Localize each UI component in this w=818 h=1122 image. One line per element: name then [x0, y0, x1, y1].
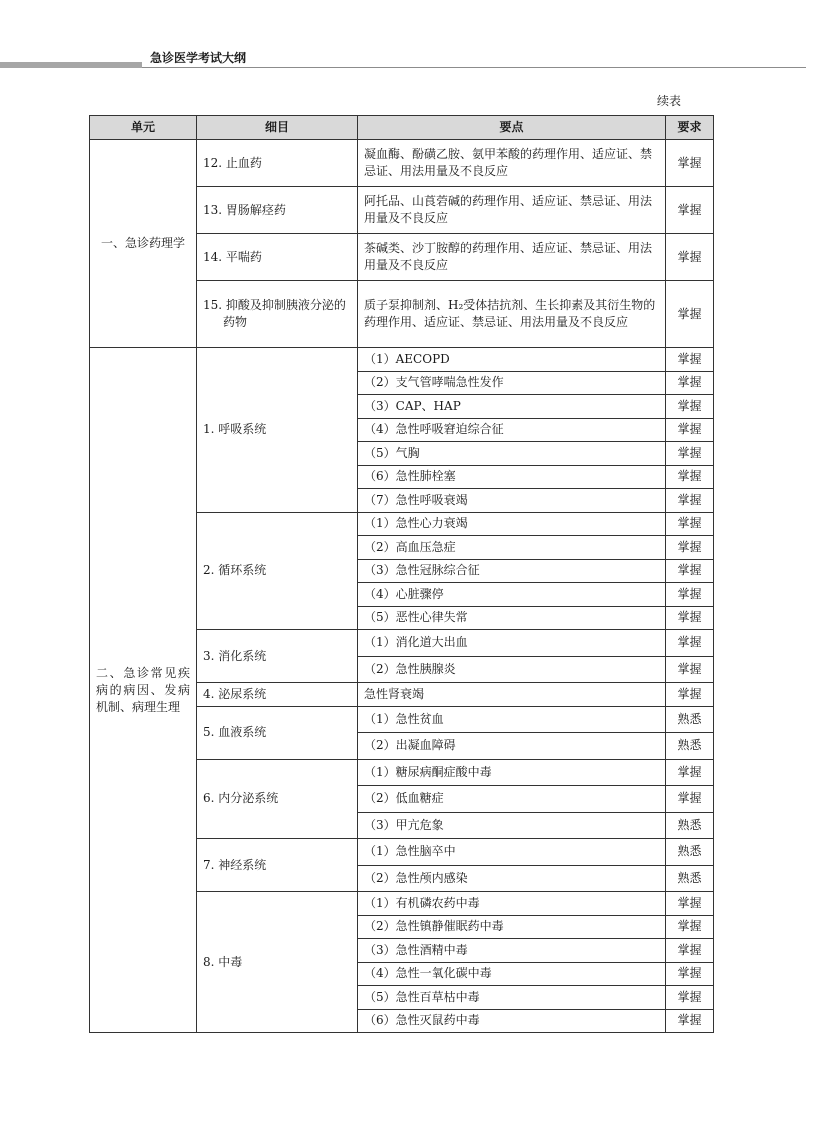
requirement-cell: 掌握 — [666, 489, 714, 513]
requirement-cell: 掌握 — [666, 187, 714, 234]
syllabus-table — [89, 115, 714, 1033]
requirement-cell: 掌握 — [666, 786, 714, 813]
requirement-cell: 掌握 — [666, 583, 714, 607]
point-cell: （1）急性脑卒中 — [358, 839, 666, 866]
point-cell: （6）急性肺栓塞 — [358, 465, 666, 489]
requirement-cell: 掌握 — [666, 683, 714, 707]
detail-label: 4. 泌尿系统 — [203, 686, 267, 701]
point-cell: 凝血酶、酚磺乙胺、氨甲苯酸的药理作用、适应证、禁忌证、用法用量及不良反应 — [358, 140, 666, 187]
detail-label: 3. 消化系统 — [203, 648, 267, 663]
detail-label: 8. 中毒 — [203, 954, 243, 969]
header-rule — [142, 67, 806, 68]
detail-cell — [197, 683, 358, 707]
requirement-cell: 掌握 — [666, 962, 714, 986]
point-cell: （4）心脏骤停 — [358, 583, 666, 607]
detail-cell — [197, 187, 358, 234]
requirement-cell: 掌握 — [666, 371, 714, 395]
requirement-cell: 掌握 — [666, 986, 714, 1010]
requirement-cell: 掌握 — [666, 1009, 714, 1033]
requirement-cell: 熟悉 — [666, 865, 714, 892]
detail-label: 2. 循环系统 — [203, 563, 267, 578]
point-cell: （1）AECOPD — [358, 348, 666, 372]
requirement-cell: 掌握 — [666, 418, 714, 442]
page-header-title: 急诊医学考试大纲 — [150, 51, 247, 65]
detail-label: 1. 呼吸系统 — [203, 422, 267, 437]
requirement-cell: 掌握 — [666, 442, 714, 466]
point-cell: （3）急性冠脉综合征 — [358, 559, 666, 583]
detail-label: 14. 平喘药 — [203, 249, 262, 264]
requirement-cell: 掌握 — [666, 892, 714, 916]
point-cell: 急性肾衰竭 — [358, 683, 666, 707]
requirement-cell: 掌握 — [666, 630, 714, 657]
point-cell: （2）急性颅内感染 — [358, 865, 666, 892]
point-cell: （4）急性一氧化碳中毒 — [358, 962, 666, 986]
detail-cell — [197, 140, 358, 187]
point-cell: （2）高血压急症 — [358, 536, 666, 560]
point-cell: （1）消化道大出血 — [358, 630, 666, 657]
detail-label: 5. 血液系统 — [203, 725, 267, 739]
detail-cell — [197, 706, 358, 759]
requirement-cell: 掌握 — [666, 281, 714, 348]
point-cell: （1）急性贫血 — [358, 706, 666, 733]
header-points: 要点 — [358, 116, 666, 140]
detail-cell — [197, 512, 358, 630]
requirement-cell: 掌握 — [666, 656, 714, 683]
table-header-row — [90, 116, 714, 140]
requirement-cell: 掌握 — [666, 395, 714, 419]
requirement-cell: 熟悉 — [666, 706, 714, 733]
point-cell: （2）出凝血障碍 — [358, 733, 666, 760]
point-cell: （7）急性呼吸衰竭 — [358, 489, 666, 513]
requirement-cell: 掌握 — [666, 512, 714, 536]
point-cell: （4）急性呼吸窘迫综合征 — [358, 418, 666, 442]
requirement-cell: 熟悉 — [666, 733, 714, 760]
detail-cell — [197, 281, 358, 348]
point-cell: （2）支气管哮喘急性发作 — [358, 371, 666, 395]
point-cell: （6）急性灭鼠药中毒 — [358, 1009, 666, 1033]
unit-cell: 一、急诊药理学 — [90, 140, 197, 348]
point-cell: （5）气胸 — [358, 442, 666, 466]
requirement-cell: 掌握 — [666, 606, 714, 630]
continuation-label: 续表 — [657, 94, 682, 108]
detail-cell — [197, 839, 358, 892]
requirement-cell: 掌握 — [666, 915, 714, 939]
requirement-cell: 掌握 — [666, 348, 714, 372]
requirement-cell: 掌握 — [666, 939, 714, 963]
point-cell: （5）恶性心律失常 — [358, 606, 666, 630]
requirement-cell: 熟悉 — [666, 839, 714, 866]
point-cell: （3）急性酒精中毒 — [358, 939, 666, 963]
requirement-cell: 掌握 — [666, 140, 714, 187]
point-cell: （1）有机磷农药中毒 — [358, 892, 666, 916]
detail-label: 13. 胃肠解痉药 — [203, 202, 286, 217]
requirement-cell: 掌握 — [666, 536, 714, 560]
requirement-cell: 掌握 — [666, 559, 714, 583]
header-accent-bar — [0, 62, 142, 68]
point-cell: （3）甲亢危象 — [358, 812, 666, 839]
detail-label: 12. 止血药 — [203, 155, 262, 170]
detail-label: 7. 神经系统 — [203, 857, 267, 872]
point-cell: 茶碱类、沙丁胺醇的药理作用、适应证、禁忌证、用法用量及不良反应 — [358, 234, 666, 281]
point-cell: （1）急性心力衰竭 — [358, 512, 666, 536]
detail-cell — [197, 759, 358, 839]
unit-cell: 二、急诊常见疾病的病因、发病机制、病理生理 — [90, 348, 197, 1033]
point-cell: （2）急性胰腺炎 — [358, 656, 666, 683]
requirement-cell: 熟悉 — [666, 812, 714, 839]
header-detail: 细目 — [197, 116, 358, 140]
detail-label: 6. 内分泌系统 — [203, 791, 279, 806]
detail-cell — [197, 630, 358, 683]
point-cell: 阿托品、山莨菪碱的药理作用、适应证、禁忌证、用法用量及不良反应 — [358, 187, 666, 234]
detail-cell — [197, 348, 358, 513]
requirement-cell: 掌握 — [666, 759, 714, 786]
requirement-cell: 掌握 — [666, 234, 714, 281]
point-cell: （3）CAP、HAP — [358, 395, 666, 419]
detail-label: 15. 抑酸及抑制胰液分泌的药物 — [203, 298, 346, 329]
point-cell: 质子泵抑制剂、H₂受体拮抗剂、生长抑素及其衍生物的药理作用、适应证、禁忌证、用法用量及不良反应 — [358, 281, 666, 348]
header-unit: 单元 — [90, 116, 197, 140]
point-cell: （2）低血糖症 — [358, 786, 666, 813]
requirement-cell: 掌握 — [666, 465, 714, 489]
detail-cell — [197, 892, 358, 1033]
point-cell: （2）急性镇静催眠药中毒 — [358, 915, 666, 939]
table-row — [90, 140, 714, 187]
detail-cell — [197, 234, 358, 281]
table-row — [90, 348, 714, 372]
point-cell: （1）糖尿病酮症酸中毒 — [358, 759, 666, 786]
header-requirement: 要求 — [666, 116, 714, 140]
point-cell: （5）急性百草枯中毒 — [358, 986, 666, 1010]
